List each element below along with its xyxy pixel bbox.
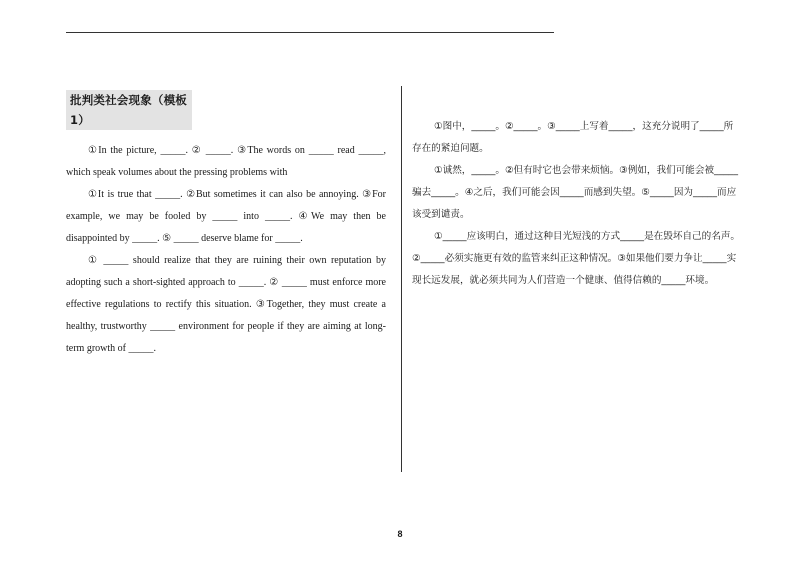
chinese-paragraph-1: ①图中，_____。②_____。③_____上写着_____，这充分说明了_____所存在的紧迫问题。 [412, 121, 734, 154]
chinese-paragraph-2: ①诚然，_____。②但有时它也会带来烦恼。③例如，我们可能会被_____骗去_____。④之后，我们可能会因_____而感到失望。⑤_____因为_____而应该受到谴责。 [412, 165, 739, 220]
english-paragraph-3: ① _____ should realize that they are ruining their own reputation by adopting such a short-sighted approach to _____. ② _____ must enforce more effective regulations to rectify this situation. ③Together, they must create a healthy, trustworthy _____ environment for people if they are aiming at long-term growth of _____. [66, 255, 386, 354]
chinese-translation-column [412, 90, 740, 292]
english-template-column [66, 90, 386, 360]
template-title: 批判类社会现象（模板1） [66, 90, 192, 130]
page-number: 8 [397, 529, 403, 539]
column-divider [401, 86, 402, 472]
top-rule [66, 32, 554, 33]
english-paragraph-1: ①In the picture, _____. ② _____. ③The words on _____ read _____, which speak volumes about the pressing problems with [66, 145, 386, 178]
english-paragraph-2: ①It is true that _____. ②But sometimes it can also be annoying. ③For example, we may be fooled by _____ into _____. ④We may then be disappointed by _____. ⑤ _____ deserve blame for _____. [66, 189, 386, 244]
chinese-paragraph-3: ①_____应该明白，通过这种目光短浅的方式_____是在毁坏自己的名声。②_____必须实施更有效的监管来纠正这种情况。③如果他们要力争让_____实现长远发展，就必须共同为人们营造一个健康、值得信赖的_____环境。 [412, 231, 741, 286]
